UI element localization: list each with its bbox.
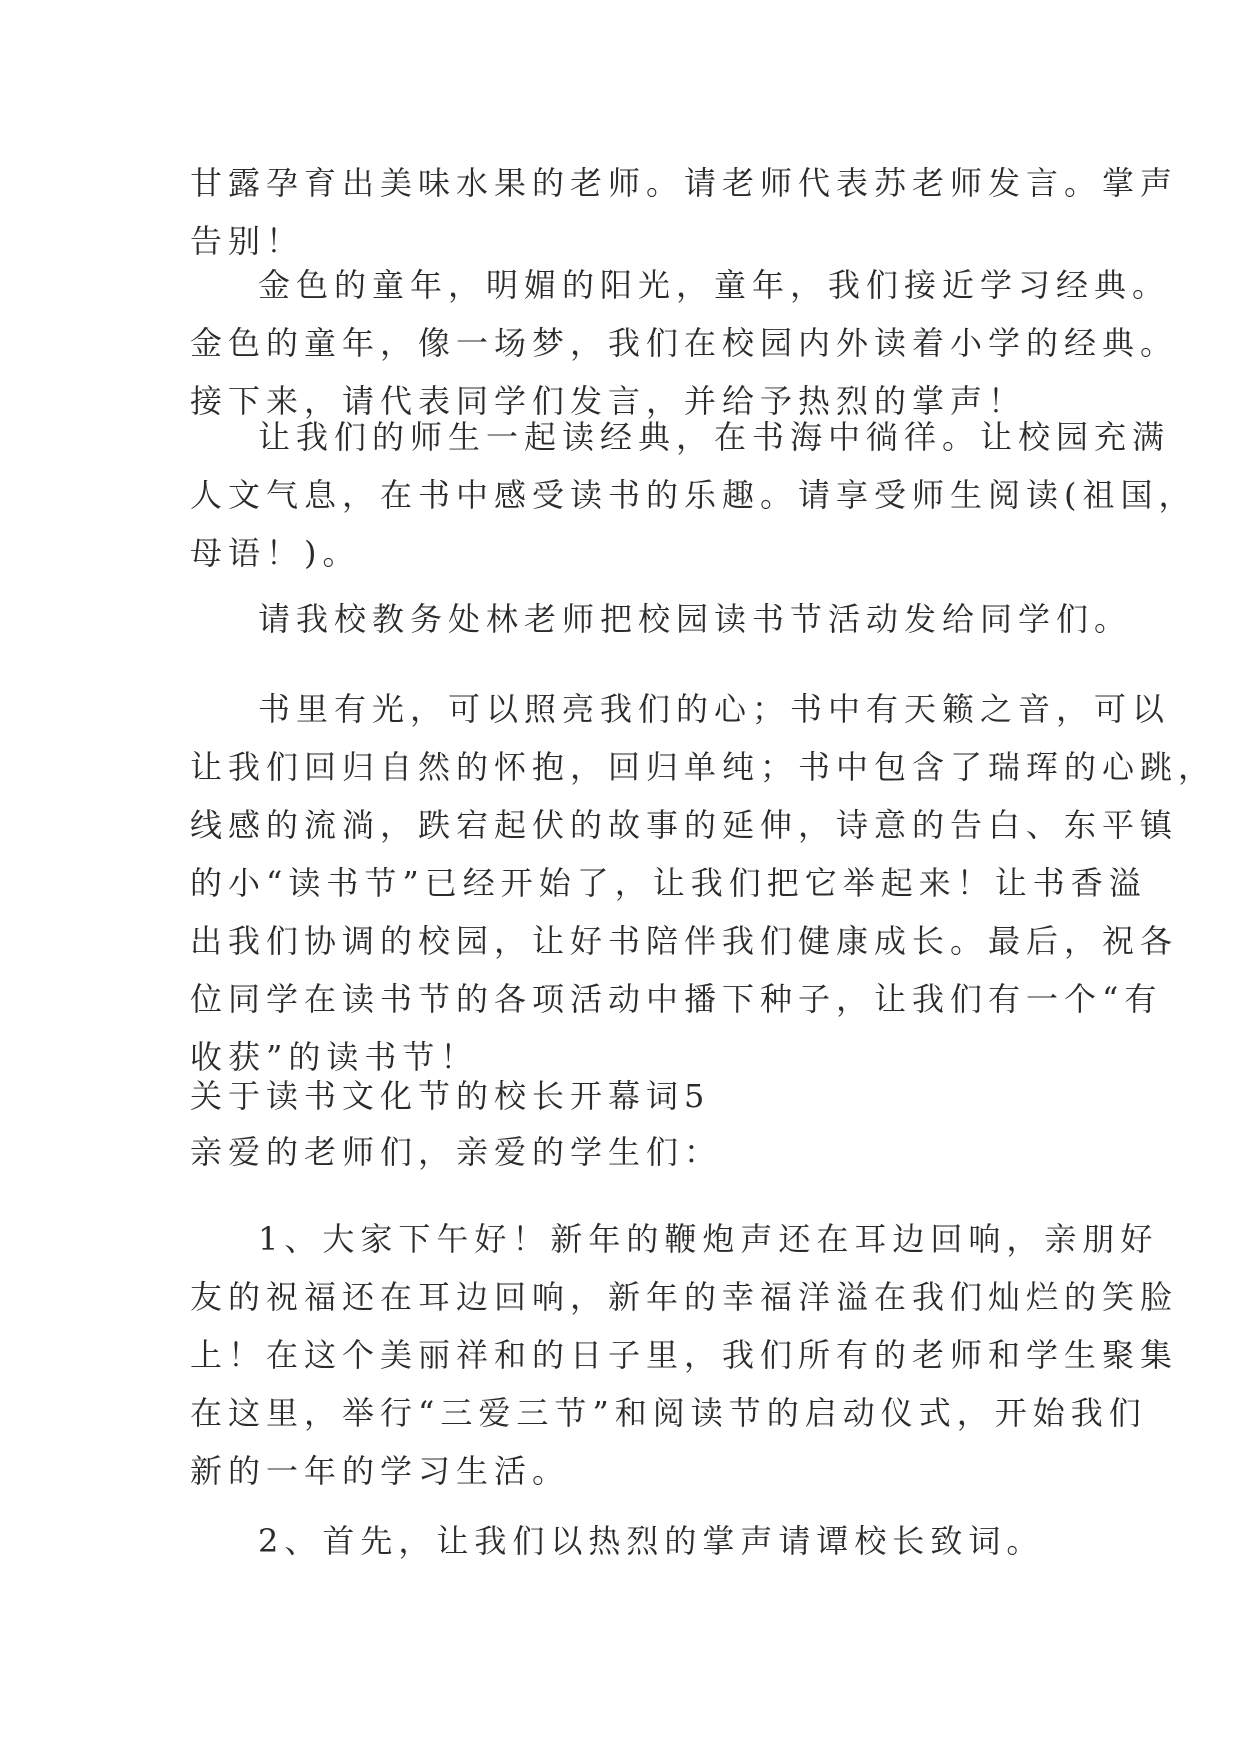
text-line: 关于读书文化节的校长开幕词5 bbox=[190, 1077, 711, 1115]
salutation bbox=[190, 1123, 1070, 1181]
text-line: 让我们的师生一起读经典，在书海中徜徉。让校园充满 bbox=[258, 418, 1171, 456]
text-line: 让我们回归自然的怀抱，回归单纯；书中包含了瑞珲的心跳， bbox=[190, 748, 1217, 786]
text-line: 甘露孕育出美味水果的老师。请老师代表苏老师发言。掌声 bbox=[190, 164, 1179, 202]
text-line: 告别！ bbox=[190, 222, 305, 260]
paragraph-4 bbox=[190, 590, 1133, 648]
section-title bbox=[190, 1067, 1070, 1125]
paragraph-1 bbox=[190, 154, 1179, 270]
text-line: 金色的童年，像一场梦，我们在校园内外读着小学的经典。 bbox=[190, 324, 1179, 362]
text-line: 2、首先，让我们以热烈的掌声请谭校长致词。 bbox=[258, 1522, 1045, 1560]
text-line: 新的一年的学习生活。 bbox=[190, 1452, 571, 1490]
text-line: 亲爱的老师们，亲爱的学生们： bbox=[190, 1133, 723, 1171]
text-line: 1、大家下午好！新年的鞭炮声还在耳边回响，亲朋好 bbox=[258, 1220, 1159, 1258]
paragraph-5 bbox=[190, 680, 1217, 1086]
paragraph-2 bbox=[190, 256, 1179, 430]
text-line: 人文气息，在书中感受读书的乐趣。请享受师生阅读(祖国， bbox=[190, 476, 1197, 514]
text-line: 友的祝福还在耳边回响，新年的幸福洋溢在我们灿烂的笑脸 bbox=[190, 1278, 1179, 1316]
text-line: 出我们协调的校园，让好书陪伴我们健康成长。最后，祝各 bbox=[190, 922, 1179, 960]
text-line: 书里有光，可以照亮我们的心；书中有天籁之音，可以 bbox=[258, 690, 1171, 728]
paragraph-7 bbox=[190, 1512, 1070, 1570]
text-line: 位同学在读书节的各项活动中播下种子，让我们有一个“有 bbox=[190, 980, 1163, 1018]
text-line: 收获”的读书节！ bbox=[190, 1038, 479, 1076]
text-line: 母语！)。 bbox=[190, 534, 361, 572]
paragraph-6 bbox=[190, 1210, 1179, 1500]
text-line: 请我校教务处林老师把校园读书节活动发给同学们。 bbox=[258, 600, 1133, 638]
paragraph-3 bbox=[190, 408, 1197, 582]
text-line: 的小“读书节”已经开始了，让我们把它举起来！让书香溢 bbox=[190, 864, 1147, 902]
text-line: 线感的流淌，跌宕起伏的故事的延伸，诗意的告白、东平镇 bbox=[190, 806, 1179, 844]
text-line: 上！在这个美丽祥和的日子里，我们所有的老师和学生聚集 bbox=[190, 1336, 1179, 1374]
text-line: 接下来，请代表同学们发言，并给予热烈的掌声！ bbox=[190, 382, 1027, 420]
text-line: 在这里，举行“三爱三节”和阅读节的启动仪式，开始我们 bbox=[190, 1394, 1147, 1432]
text-line: 金色的童年，明媚的阳光，童年，我们接近学习经典。 bbox=[258, 266, 1171, 304]
